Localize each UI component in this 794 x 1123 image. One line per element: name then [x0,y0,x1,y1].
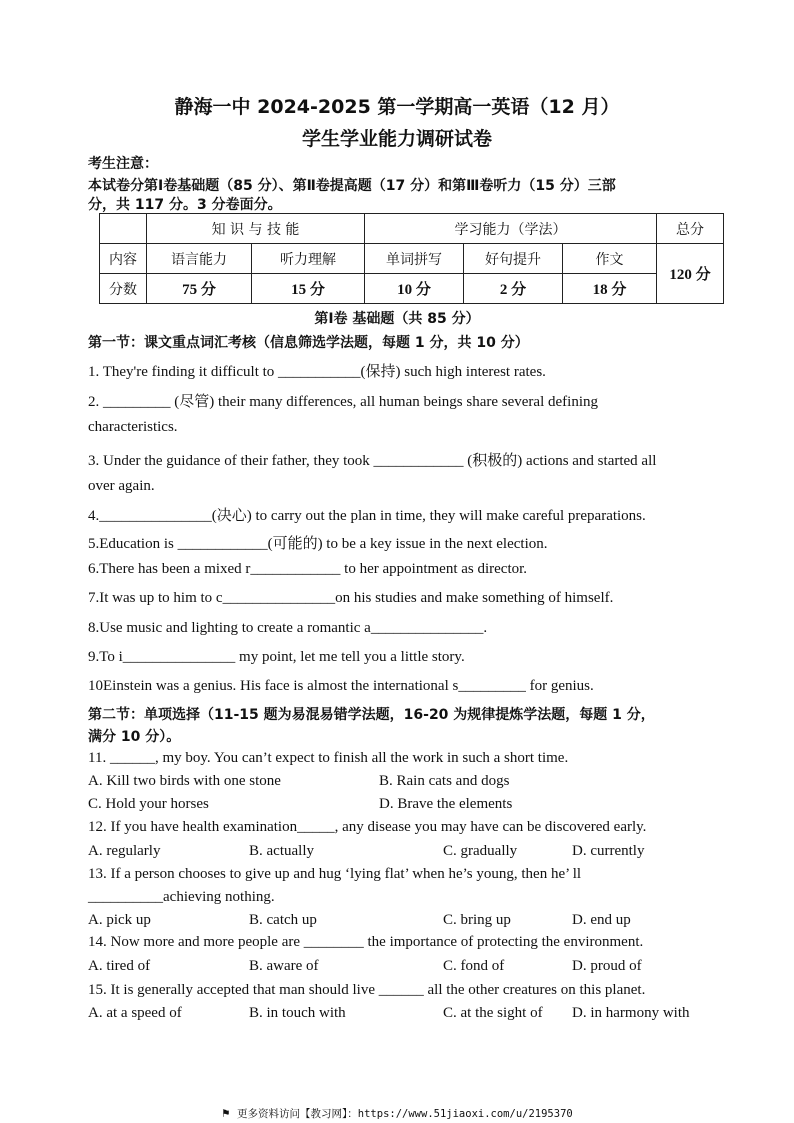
question-line: over again. [88,478,155,494]
row-label-score: 分数 [100,274,147,304]
option-d: D. end up [572,912,631,928]
question-14: 14. Now more and more people are ________ the importance of protecting the environment. [88,934,644,950]
question-15: 15. It is generally accepted that man should live ______ all the other creatures on this planet. [88,982,646,998]
header-knowledge: 知 识 与 技 能 [147,214,365,244]
cell-score: 75 分 [147,274,252,304]
cell-score: 2 分 [464,274,563,304]
document-title: 静海一中 2024-2025 第一学期高一英语（12 月） [174,96,620,118]
question-13-continued: __________achieving nothing. [88,889,275,905]
table-header-row [100,214,724,244]
question-line: 2. _________ (尽管) their many differences, all human beings share several defining [88,394,598,410]
question-line: 1. They're finding it difficult to ___________(保持) such high interest rates. [88,364,546,380]
option-c: C. Hold your horses [88,796,209,812]
option-b: B. aware of [249,958,319,974]
question-line: 6.There has been a mixed r____________ to her appointment as director. [88,561,528,577]
table-row [100,244,724,274]
total-value: 120 分 [657,244,724,304]
option-a: A. tired of [88,958,151,974]
notice-label: 考生注意： [88,156,158,172]
cell-content: 作文 [563,244,657,274]
option-b: B. actually [249,843,314,859]
header-total: 总分 [657,214,724,244]
cell-content: 语言能力 [147,244,252,274]
cell-content: 单词拼写 [365,244,464,274]
question-line: 5.Education is ____________(可能的) to be a key issue in the next election. [88,536,548,552]
header-ability: 学习能力（学法） [365,214,657,244]
cell-score: 10 分 [365,274,464,304]
cell-content: 听力理解 [252,244,365,274]
option-b: B. Rain cats and dogs [379,773,510,789]
score-table [99,213,724,304]
option-d: D. proud of [572,958,642,974]
flag-icon: ⚑ [221,1108,231,1120]
question-12: 12. If you have health examination_____, any disease you may have can be discovered early. [88,819,647,835]
table-row [100,274,724,304]
part1-title: 第Ⅰ卷 基础题（共 85 分） [314,311,480,327]
option-a: A. regularly [88,843,161,859]
question-11: 11. ______, my boy. You can’t expect to finish all the work in such a short time. [88,750,569,766]
option-b: B. catch up [249,912,317,928]
document-subtitle: 学生学业能力调研试卷 [301,128,492,150]
footer-link[interactable]: 更多资料访问【教习网】：https://www.51jiaoxi.com/u/2195370 [237,1108,573,1120]
option-a: A. pick up [88,912,151,928]
question-line: 8.Use music and lighting to create a romantic a_______________. [88,620,488,636]
section2-title-line-2: 满分 10 分）。 [88,729,181,745]
cell-content: 好句提升 [464,244,563,274]
question-line: 4._______________(决心) to carry out the plan in time, they will make careful preparations. [88,508,646,524]
option-a: A. Kill two birds with one stone [88,773,281,789]
footer [0,1106,794,1121]
question-line: characteristics. [88,419,178,435]
option-c: C. fond of [443,958,505,974]
option-d: D. currently [572,843,645,859]
row-label-content: 内容 [100,244,147,274]
section1-title: 第一节：课文重点词汇考核（信息筛选学法题，每题 1 分，共 10 分） [88,335,529,351]
cell-score: 15 分 [252,274,365,304]
option-c: C. at the sight of [443,1005,543,1021]
option-c: C. bring up [443,912,511,928]
question-line: 3. Under the guidance of their father, they took ____________ (积极的) actions and started all [88,453,657,469]
section2-title-line-1: 第二节：单项选择（11-15 题为易混易错学法题，16-20 为规律提炼学法题，每题 1 分， [88,707,655,723]
option-d: D. Brave the elements [379,796,513,812]
option-b: B. in touch with [249,1005,346,1021]
option-a: A. at a speed of [88,1005,182,1021]
notice-line-2: 分，共 117 分。3 分卷面分。 [88,197,282,213]
cell-score: 18 分 [563,274,657,304]
question-line: 9.To i_______________ my point, let me tell you a little story. [88,649,465,665]
question-line: 10Einstein was a genius. His face is almost the international s_________ for genius. [88,678,594,694]
question-13: 13. If a person chooses to give up and hug ‘lying flat’ when he’s young, then he’ ll [88,866,582,882]
option-d: D. in harmony with [572,1005,690,1021]
notice-line-1: 本试卷分第Ⅰ卷基础题（85 分）、第Ⅱ卷提高题（17 分）和第Ⅲ卷听力（15 分）三部 [88,178,616,194]
option-c: C. gradually [443,843,518,859]
question-line: 7.It was up to him to c_______________on his studies and make something of himself. [88,590,614,606]
